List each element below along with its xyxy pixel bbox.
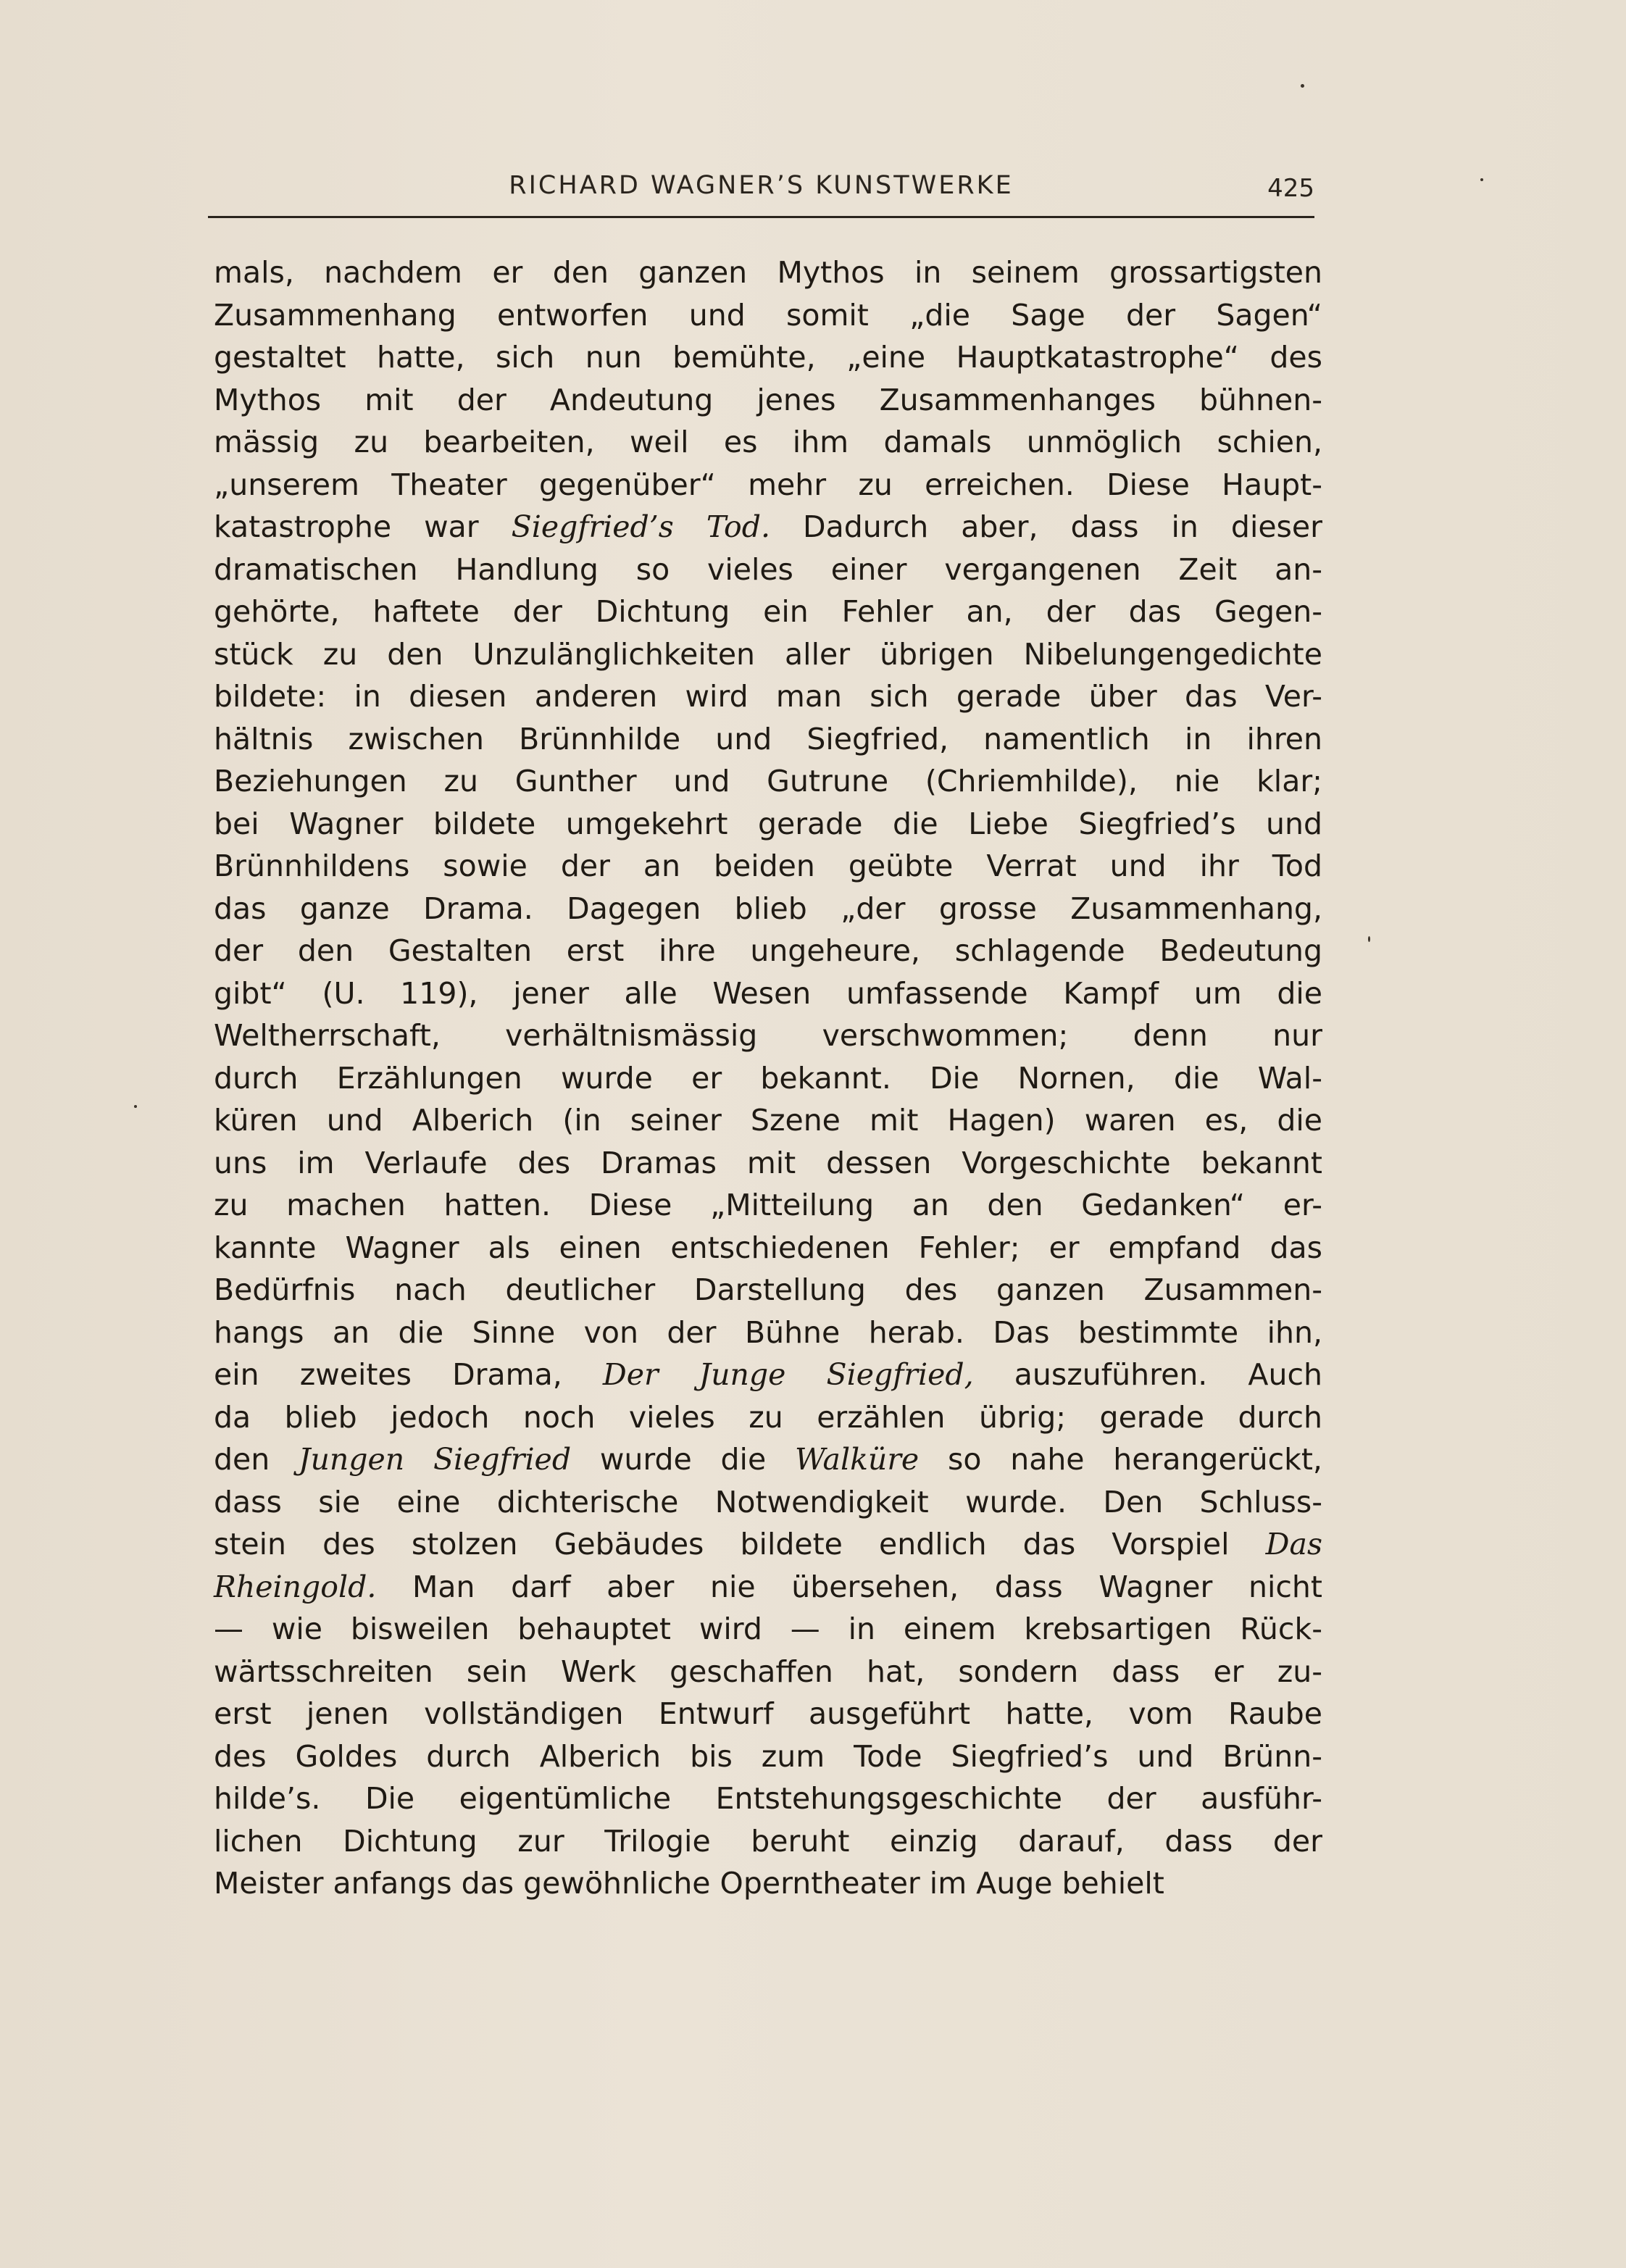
text-line xyxy=(214,1269,1322,1312)
text-line xyxy=(214,675,1322,718)
text-segment: dass sie eine dichterische Notwendigkeit wurde. Den Schluss- xyxy=(214,1484,1322,1519)
text-line xyxy=(214,1566,1322,1609)
text-segment: des Goldes durch Alberich bis zum Tode Siegfried’s und Brünn- xyxy=(214,1738,1322,1774)
text-line xyxy=(214,1354,1322,1396)
text-segment: der den Gestalten erst ihre ungeheure, schlagende Bedeutung xyxy=(214,933,1322,968)
text-line xyxy=(214,1693,1322,1735)
text-segment: Man darf aber nie übersehen, dass Wagner nicht xyxy=(376,1569,1322,1604)
ink-speck xyxy=(1301,84,1304,88)
text-line xyxy=(214,1820,1322,1863)
running-title: RICHARD WAGNER’S KUNSTWERKE xyxy=(509,171,1014,200)
text-segment: da blieb jedoch noch vieles zu erzählen übrig; gerade durch xyxy=(214,1399,1322,1435)
text-line xyxy=(214,888,1322,930)
text-line xyxy=(214,718,1322,761)
page-header xyxy=(208,168,1314,209)
body-text xyxy=(214,251,1322,1905)
text-line xyxy=(214,1735,1322,1778)
text-line xyxy=(214,506,1322,549)
text-segment: Meister anfangs das gewöhnliche Operntheater im Auge behielt xyxy=(214,1866,1164,1901)
text-line xyxy=(214,421,1322,464)
text-line xyxy=(214,1651,1322,1693)
text-segment: „unserem Theater gegenüber“ mehr zu erreichen. Diese Haupt- xyxy=(214,467,1322,502)
text-segment: uns im Verlaufe des Dramas mit dessen Vorgeschichte bekannt xyxy=(214,1145,1322,1180)
text-segment: hilde’s. Die eigentümliche Entstehungsgeschichte der ausführ- xyxy=(214,1781,1322,1816)
text-line xyxy=(214,1142,1322,1185)
text-segment: gehörte, haftete der Dichtung ein Fehler an, der das Gegen- xyxy=(214,594,1322,629)
text-segment: katastrophe war xyxy=(214,509,512,544)
page-number: 425 xyxy=(1267,174,1314,203)
italic-title: Siegfried’s Tod. xyxy=(511,509,771,544)
text-line xyxy=(214,972,1322,1015)
text-segment: stein des stolzen Gebäudes bildete endlich das Vorspiel xyxy=(214,1527,1266,1562)
text-line xyxy=(214,1396,1322,1439)
text-segment: dramatischen Handlung so vieles einer vergangenen Zeit an- xyxy=(214,551,1322,587)
text-segment: Bedürfnis nach deutlicher Darstellung des ganzen Zusammen- xyxy=(214,1272,1322,1307)
text-line xyxy=(214,1481,1322,1524)
text-segment: Mythos mit der Andeutung jenes Zusammenhanges bühnen- xyxy=(214,382,1322,417)
text-segment: Dadurch aber, dass in dieser xyxy=(770,509,1323,544)
text-line xyxy=(214,549,1322,591)
text-segment: ein zweites Drama, xyxy=(214,1357,603,1392)
text-line xyxy=(214,633,1322,676)
text-segment: bei Wagner bildete umgekehrt gerade die Liebe Siegfried’s und xyxy=(214,806,1322,841)
text-segment: durch Erzählungen wurde er bekannt. Die Nornen, die Wal- xyxy=(214,1060,1322,1096)
italic-title: Das xyxy=(1265,1527,1322,1562)
text-segment: Beziehungen zu Gunther und Gutrune (Chriemhilde), nie klar; xyxy=(214,764,1322,799)
text-line xyxy=(214,1312,1322,1354)
text-segment: zu machen hatten. Diese „Mitteilung an den Gedanken“ er- xyxy=(214,1188,1322,1222)
text-segment: hältnis zwischen Brünnhilde und Siegfried, namentlich in ihren xyxy=(214,721,1322,756)
text-line xyxy=(214,251,1322,294)
text-segment: lichen Dichtung zur Trilogie beruht einzig darauf, dass der xyxy=(214,1823,1322,1859)
text-segment: hangs an die Sinne von der Bühne herab. Das bestimmte ihn, xyxy=(214,1314,1322,1350)
text-segment: Weltherrschaft, verhältnismässig verschwommen; denn nur xyxy=(214,1018,1322,1053)
text-line xyxy=(214,760,1322,803)
text-segment: kannte Wagner als einen entschiedenen Fehler; er empfand das xyxy=(214,1230,1322,1265)
text-segment: küren und Alberich (in seiner Szene mit Hagen) waren es, die xyxy=(214,1103,1322,1138)
text-segment: — wie bisweilen behauptet wird — in einem krebsartigen Rück- xyxy=(214,1612,1322,1646)
text-line xyxy=(214,1099,1322,1142)
text-line xyxy=(214,591,1322,633)
text-line xyxy=(214,845,1322,888)
italic-title: Rheingold. xyxy=(214,1569,377,1604)
italic-title: Jungen Siegfried xyxy=(299,1442,572,1477)
ink-speck xyxy=(1368,936,1370,942)
text-line xyxy=(214,1227,1322,1270)
text-segment: erst jenen vollständigen Entwurf ausgeführt hatte, vom Raube xyxy=(214,1696,1322,1731)
header-rule xyxy=(208,216,1314,218)
text-segment: Brünnhildens sowie der an beiden geübte Verrat und ihr Tod xyxy=(214,849,1322,883)
italic-title: Der Junge Siegfried, xyxy=(602,1357,974,1392)
text-line xyxy=(214,336,1322,379)
text-segment: den xyxy=(214,1442,299,1477)
text-segment: das ganze Drama. Dagegen blieb „der grosse Zusammenhang, xyxy=(214,891,1322,926)
text-segment: bildete: in diesen anderen wird man sich gerade über das Ver- xyxy=(214,679,1322,714)
text-segment: gibt“ (U. 119), jener alle Wesen umfassende Kampf um die xyxy=(214,975,1322,1011)
ink-speck xyxy=(1480,178,1483,181)
ink-speck xyxy=(134,1105,137,1108)
text-line xyxy=(214,1862,1322,1905)
text-line xyxy=(214,379,1322,422)
text-segment: mässig zu bearbeiten, weil es ihm damals unmöglich schien, xyxy=(214,425,1322,459)
text-segment: Zusammenhang entworfen und somit „die Sage der Sagen“ xyxy=(214,297,1322,333)
text-segment: wärtsschreiten sein Werk geschaffen hat, sondern dass er zu- xyxy=(214,1654,1322,1689)
text-line xyxy=(214,1777,1322,1820)
text-line xyxy=(214,803,1322,846)
italic-title: Walküre xyxy=(794,1442,920,1477)
text-line xyxy=(214,1014,1322,1057)
text-line xyxy=(214,1184,1322,1227)
text-line xyxy=(214,1057,1322,1100)
text-segment: gestaltet hatte, sich nun bemühte, „eine Hauptkatastrophe“ des xyxy=(214,340,1322,375)
text-segment: auszuführen. Auch xyxy=(973,1357,1322,1392)
text-line xyxy=(214,1523,1322,1566)
text-segment: so nahe herangerückt, xyxy=(919,1442,1322,1477)
text-segment: wurde die xyxy=(571,1442,795,1477)
text-line xyxy=(214,294,1322,337)
text-line xyxy=(214,930,1322,972)
text-line xyxy=(214,464,1322,506)
text-segment: mals, nachdem er den ganzen Mythos in seinem grossartigsten xyxy=(214,255,1322,290)
text-line xyxy=(214,1608,1322,1651)
text-line xyxy=(214,1438,1322,1481)
text-segment: stück zu den Unzulänglichkeiten aller übrigen Nibelungengedichte xyxy=(214,636,1322,672)
